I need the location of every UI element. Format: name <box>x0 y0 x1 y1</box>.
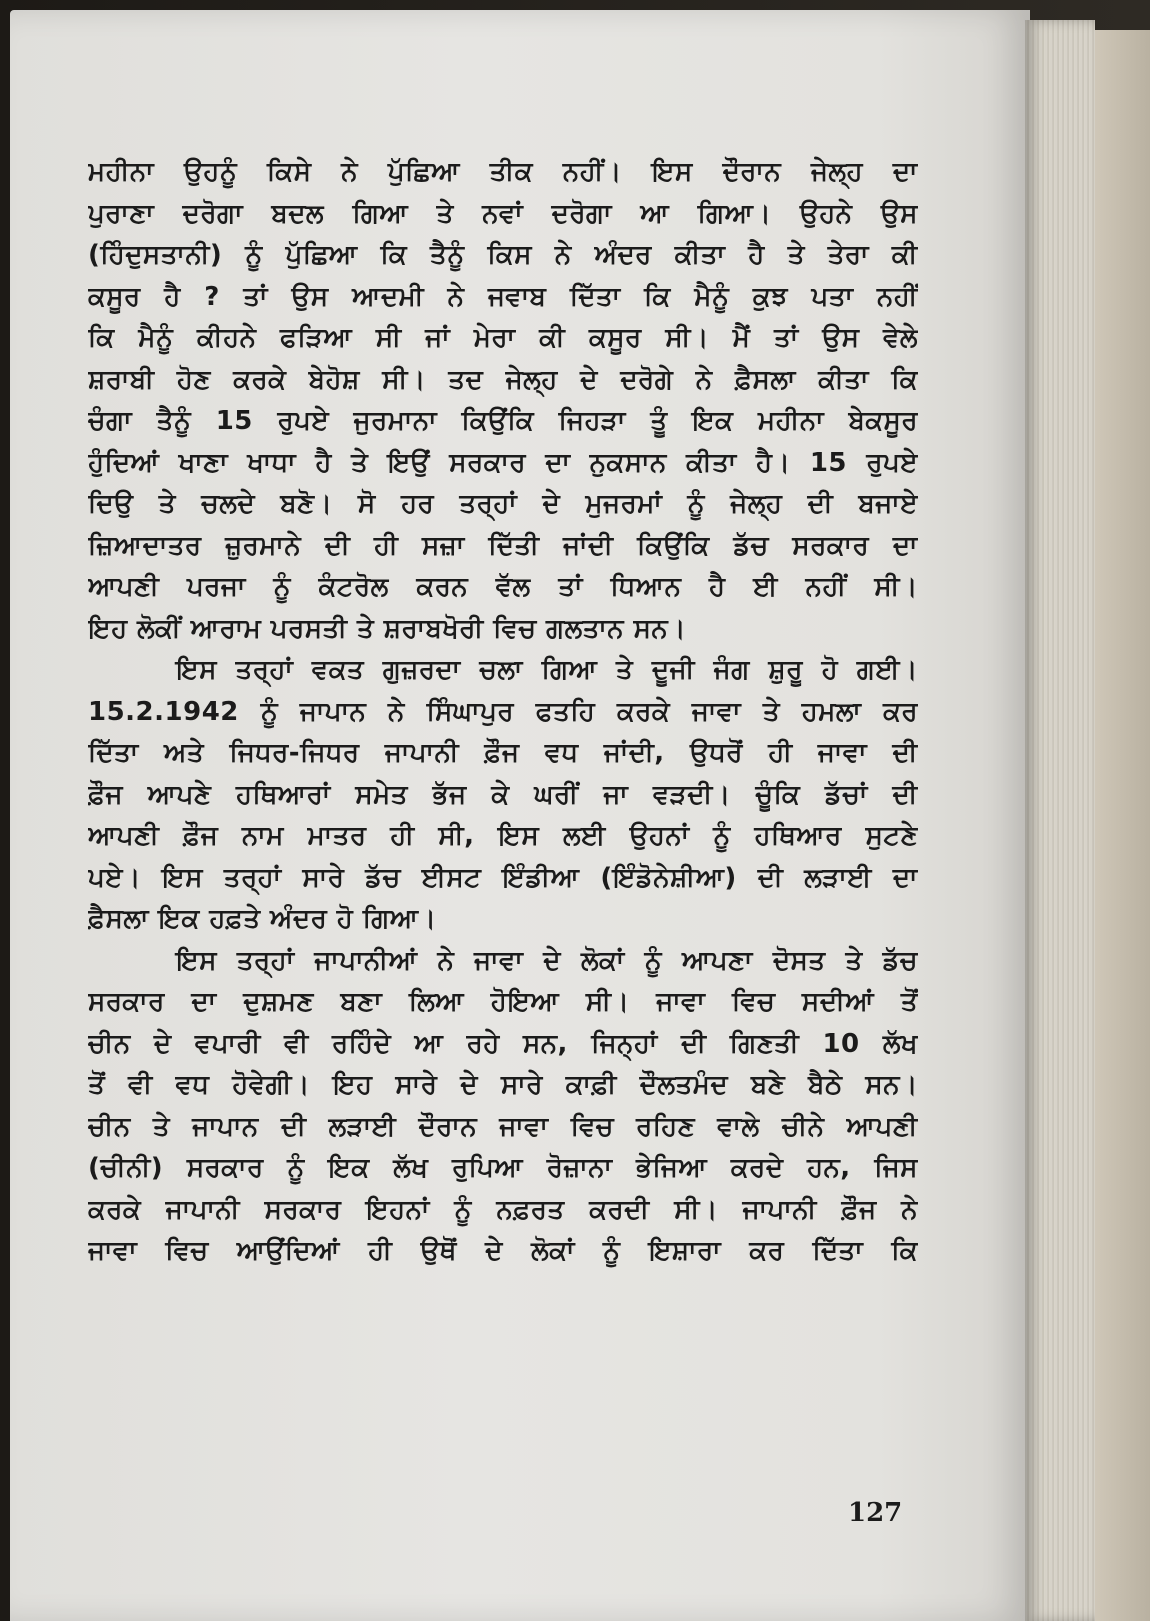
text-line: (ਹਿੰਦੁਸਤਾਨੀ) ਨੂੰ ਪੁੱਛਿਆ ਕਿ ਤੈਨੂੰ ਕਿਸ ਨੇ ਅੰਦਰ ਕੀਤਾ ਹੈ ਤੇ ਤੇਰਾ ਕੀ <box>88 240 918 270</box>
text-line: (ਚੀਨੀ) ਸਰਕਾਰ ਨੂੰ ਇਕ ਲੱਖ ਰੁਪਿਆ ਰੋਜ਼ਾਨਾ ਭੇਜਿਆ ਕਰਦੇ ਹਨ, ਜਿਸ <box>88 1153 918 1183</box>
paragraph-1 <box>88 152 918 650</box>
text-line: ਸਰਕਾਰ ਦਾ ਦੁਸ਼ਮਣ ਬਣਾ ਲਿਆ ਹੋਇਆ ਸੀ। ਜਾਵਾ ਵਿਚ ਸਦੀਆਂ ਤੋਂ <box>88 987 918 1017</box>
text-line: ਇਹ ਲੋਕੀਂ ਆਰਾਮ ਪਰਸਤੀ ਤੇ ਸ਼ਰਾਬਖੋਰੀ ਵਿਚ ਗਲਤਾਨ ਸਨ। <box>88 613 687 644</box>
text-line: ਕਿ ਮੈਨੂੰ ਕੀਹਨੇ ਫੜਿਆ ਸੀ ਜਾਂ ਮੇਰਾ ਕੀ ਕਸੂਰ ਸੀ। ਮੈਂ ਤਾਂ ਉਸ ਵੇਲੇ <box>88 323 918 353</box>
text-line: ਚੀਨ ਦੇ ਵਪਾਰੀ ਵੀ ਰਹਿੰਦੇ ਆ ਰਹੇ ਸਨ, ਜਿਨ੍ਹਾਂ ਦੀ ਗਿਣਤੀ 10 ਲੱਖ <box>88 1028 918 1059</box>
text-line: ਦਿੱਤਾ ਅਤੇ ਜਿਧਰ-ਜਿਧਰ ਜਾਪਾਨੀ ਫ਼ੌਜ ਵਧ ਜਾਂਦੀ, ਉਧਰੋਂ ਹੀ ਜਾਵਾ ਦੀ <box>88 738 918 768</box>
text-line: ਆਪਣੀ ਫ਼ੌਜ ਨਾਮ ਮਾਤਰ ਹੀ ਸੀ, ਇਸ ਲਈ ਉਹਨਾਂ ਨੂੰ ਹਥਿਆਰ ਸੁਟਣੇ <box>88 821 918 851</box>
text-line: ਮਹੀਨਾ ਉਹਨੂੰ ਕਿਸੇ ਨੇ ਪੁੱਛਿਆ ਤੀਕ ਨਹੀਂ। ਇਸ ਦੌਰਾਨ ਜੇਲ੍ਹ ਦਾ <box>88 157 918 187</box>
book-stack-side <box>1095 30 1150 1621</box>
page-number: 127 <box>848 1498 903 1528</box>
text-line: ਆਪਣੀ ਪਰਜਾ ਨੂੰ ਕੰਟਰੋਲ ਕਰਨ ਵੱਲ ਤਾਂ ਧਿਆਨ ਹੈ ਈ ਨਹੀਂ ਸੀ। <box>88 572 918 602</box>
text-line: ਚੰਗਾ ਤੈਨੂੰ 15 ਰੁਪਏ ਜੁਰਮਾਨਾ ਕਿਉਂਕਿ ਜਿਹੜਾ ਤੂੰ ਇਕ ਮਹੀਨਾ ਬੇਕਸੂਰ <box>88 406 918 436</box>
text-line: ਫ਼ੈਸਲਾ ਇਕ ਹਫ਼ਤੇ ਅੰਦਰ ਹੋ ਗਿਆ। <box>88 904 437 934</box>
text-line: ਜਾਵਾ ਵਿਚ ਆਉਂਦਿਆਂ ਹੀ ਉਥੋਂ ਦੇ ਲੋਕਾਂ ਨੂੰ ਇਸ਼ਾਰਾ ਕਰ ਦਿੱਤਾ ਕਿ <box>88 1236 918 1266</box>
text-line: ਫ਼ੌਜ ਆਪਣੇ ਹਥਿਆਰਾਂ ਸਮੇਤ ਭੱਜ ਕੇ ਘਰੀਂ ਜਾ ਵੜਦੀ। ਚੂੰਕਿ ਡੱਚਾਂ ਦੀ <box>88 779 918 810</box>
paragraph-2 <box>88 650 918 941</box>
page-edges <box>1025 20 1095 1621</box>
text-line: ਕਸੂਰ ਹੈ ? ਤਾਂ ਉਸ ਆਦਮੀ ਨੇ ਜਵਾਬ ਦਿੱਤਾ ਕਿ ਮੈਨੂੰ ਕੁਝ ਪਤਾ ਨਹੀਂ <box>88 281 918 312</box>
text-line: ਕਰਕੇ ਜਾਪਾਨੀ ਸਰਕਾਰ ਇਹਨਾਂ ਨੂੰ ਨਫ਼ਰਤ ਕਰਦੀ ਸੀ। ਜਾਪਾਨੀ ਫ਼ੌਜ ਨੇ <box>88 1194 918 1225</box>
text-line: 15.2.1942 ਨੂੰ ਜਾਪਾਨ ਨੇ ਸਿੰਘਾਪੁਰ ਫਤਹਿ ਕਰਕੇ ਜਾਵਾ ਤੇ ਹਮਲਾ ਕਰ <box>88 696 918 727</box>
paragraph-3 <box>88 941 918 1273</box>
text-line: ਜ਼ਿਆਦਾਤਰ ਜ਼ੁਰਮਾਨੇ ਦੀ ਹੀ ਸਜ਼ਾ ਦਿੱਤੀ ਜਾਂਦੀ ਕਿਉਂਕਿ ਡੱਚ ਸਰਕਾਰ ਦਾ <box>88 530 918 561</box>
text-line: ਤੋਂ ਵੀ ਵਧ ਹੋਵੇਗੀ। ਇਹ ਸਾਰੇ ਦੇ ਸਾਰੇ ਕਾਫ਼ੀ ਦੌਲਤਮੰਦ ਬਣੇ ਬੈਠੇ ਸਨ। <box>88 1070 918 1100</box>
text-line: ਇਸ ਤਰ੍ਹਾਂ ਵਕਤ ਗੁਜ਼ਰਦਾ ਚਲਾ ਗਿਆ ਤੇ ਦੂਜੀ ਜੰਗ ਸ਼ੁਰੂ ਹੋ ਗਈ। <box>176 655 918 685</box>
text-line: ਸ਼ਰਾਬੀ ਹੋਣ ਕਰਕੇ ਬੇਹੋਸ਼ ਸੀ। ਤਦ ਜੇਲ੍ਹ ਦੇ ਦਰੋਗੇ ਨੇ ਫ਼ੈਸਲਾ ਕੀਤਾ ਕਿ <box>88 364 918 395</box>
text-line: ਦਿਉ ਤੇ ਚਲਦੇ ਬਣੋ। ਸੋ ਹਰ ਤਰ੍ਹਾਂ ਦੇ ਮੁਜਰਮਾਂ ਨੂੰ ਜੇਲ੍ਹ ਦੀ ਬਜਾਏ <box>88 489 918 519</box>
text-line: ਪੁਰਾਣਾ ਦਰੋਗਾ ਬਦਲ ਗਿਆ ਤੇ ਨਵਾਂ ਦਰੋਗਾ ਆ ਗਿਆ। ਉਹਨੇ ਉਸ <box>88 198 918 229</box>
book-page <box>10 10 1030 1621</box>
text-line: ਹੁੰਦਿਆਂ ਖਾਣਾ ਖਾਧਾ ਹੈ ਤੇ ਇਉਂ ਸਰਕਾਰ ਦਾ ਨੁਕਸਾਨ ਕੀਤਾ ਹੈ। 15 ਰੁਪਏ <box>88 447 918 478</box>
page-text <box>88 152 918 1273</box>
text-line: ਪਏ। ਇਸ ਤਰ੍ਹਾਂ ਸਾਰੇ ਡੱਚ ਈਸਟ ਇੰਡੀਆ (ਇੰਡੋਨੇਸ਼ੀਆ) ਦੀ ਲੜਾਈ ਦਾ <box>88 862 918 893</box>
text-line: ਇਸ ਤਰ੍ਹਾਂ ਜਾਪਾਨੀਆਂ ਨੇ ਜਾਵਾ ਦੇ ਲੋਕਾਂ ਨੂੰ ਆਪਣਾ ਦੋਸਤ ਤੇ ਡੱਚ <box>176 945 918 976</box>
text-line: ਚੀਨ ਤੇ ਜਾਪਾਨ ਦੀ ਲੜਾਈ ਦੌਰਾਨ ਜਾਵਾ ਵਿਚ ਰਹਿਣ ਵਾਲੇ ਚੀਨੇ ਆਪਣੀ <box>88 1111 918 1142</box>
